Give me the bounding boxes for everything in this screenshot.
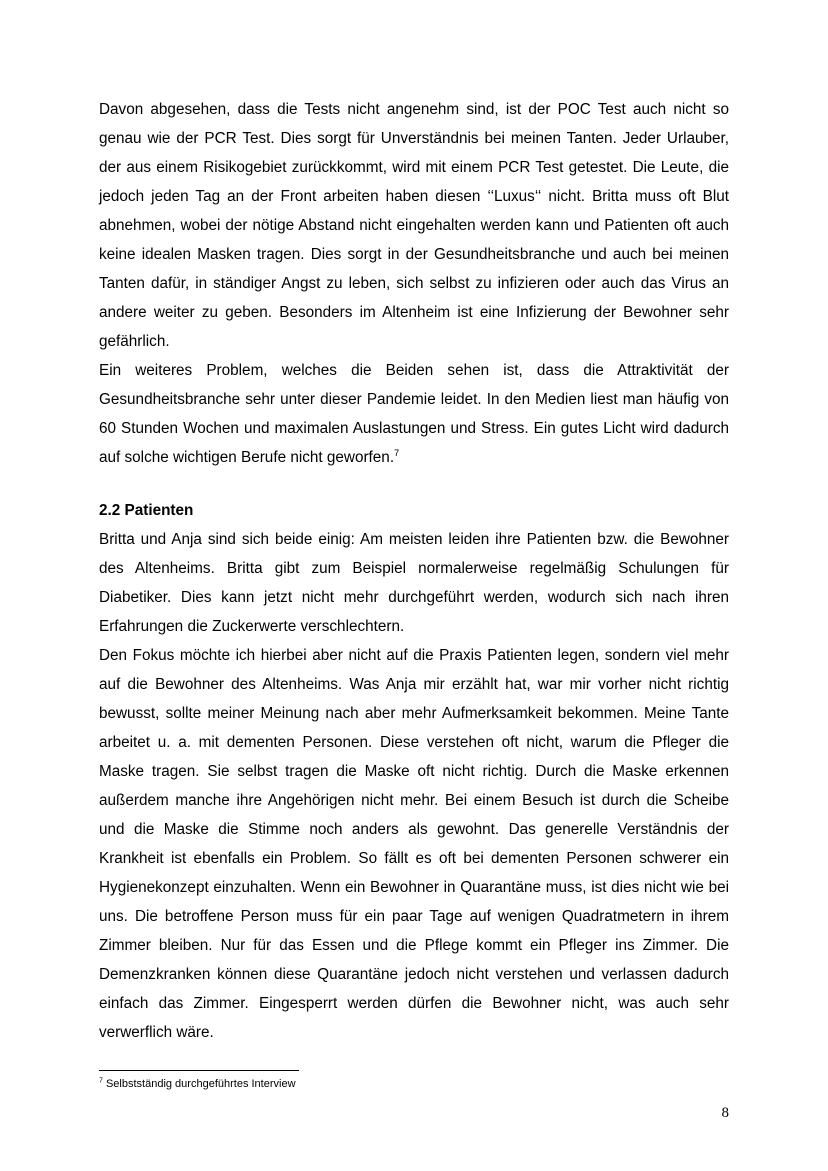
footnote-reference: 7 xyxy=(394,447,400,458)
paragraph-attraktivitaet xyxy=(99,356,729,472)
footnote-number: 7 xyxy=(99,1077,103,1085)
paragraph-text: Britta und Anja sind sich beide einig: Am meisten leiden ihre Patienten bzw. die Bewohner des Altenheims. Britta gibt zum Beispiel normalerweise regelmäßig Schulungen für Diabetiker. Dies kann jetzt nicht mehr durchgeführt werden, wodurch sich nach ihren Erfahrungen die Zuckerwerte verschlechtern. xyxy=(99,531,729,635)
footnote-divider xyxy=(99,1070,299,1071)
paragraph-poc-test xyxy=(99,95,729,356)
paragraph-altenheim xyxy=(99,641,729,1047)
section-heading: 2.2 Patienten xyxy=(99,502,194,519)
footnote-text: Selbstständig durchgeführtes Interview xyxy=(102,1078,296,1090)
paragraph-patienten-intro xyxy=(99,525,729,641)
paragraph-text: Davon abgesehen, dass die Tests nicht angenehm sind, ist der POC Test auch nicht so genau wie der PCR Test. Dies sorgt für Unverständnis bei meinen Tanten. Jeder Urlauber, der aus einem Risikogebiet zurückkommt, wird mit einem PCR Test getestet. Die Leute, die jedoch jeden Tag an der Front arbeiten haben diesen ‘‘Luxus‘‘ nicht. Britta muss oft Blut abnehmen, wobei der nötige Abstand nicht eingehalten werden kann und Patienten oft auch keine idealen Masken tragen. Dies sorgt in der Gesundheitsbranche und auch bei meinen Tanten dafür, in ständiger Angst zu leben, sich selbst zu infizieren oder auch das Virus an andere weiter zu geben. Besonders im Altenheim ist eine Infizierung der Bewohner sehr gefährlich. xyxy=(99,101,729,350)
page-body xyxy=(99,95,729,1047)
page-number: 8 xyxy=(721,1105,729,1121)
paragraph-text: Den Fokus möchte ich hierbei aber nicht auf die Praxis Patienten legen, sondern viel mehr auf die Bewohner des Altenheims. Was Anja mir erzählt hat, war mir vorher nicht richtig bewusst, sollte meiner Meinung nach aber mehr Aufmerksamkeit bekommen. Meine Tante arbeitet u. a. mit dementen Personen. Diese verstehen oft nicht, warum die Pfleger die Maske tragen. Sie selbst tragen die Maske oft nicht richtig. Durch die Maske erkennen außerdem manche ihre Angehörigen nicht mehr. Bei einem Besuch ist durch die Scheibe und die Maske die Stimme noch anders als gewohnt. Das generelle Verständnis der Krankheit ist ebenfalls ein Problem. So fällt es oft bei dementen Personen schwerer ein Hygienekonzept einzuhalten. Wenn ein Bewohner in Quarantäne muss, ist dies nicht wie bei uns. Die betroffene Person muss für ein paar Tage auf wenigen Quadratmetern in ihrem Zimmer bleiben. Nur für das Essen und die Pflege kommt ein Pfleger ins Zimmer. Die Demenzkranken können diese Quarantäne jedoch nicht verstehen und verlassen dadurch einfach das Zimmer. Eingesperrt werden dürfen die Bewohner nicht, was auch sehr verwerflich wäre. xyxy=(99,647,729,1041)
paragraph-text: Ein weiteres Problem, welches die Beiden sehen ist, dass die Attraktivität der Gesundheitsbranche sehr unter dieser Pandemie leidet. In den Medien liest man häufig von 60 Stunden Wochen und maximalen Auslastungen und Stress. Ein gutes Licht wird dadurch auf solche wichtigen Berufe nicht geworfen. xyxy=(99,362,729,466)
footnote xyxy=(99,1077,296,1091)
